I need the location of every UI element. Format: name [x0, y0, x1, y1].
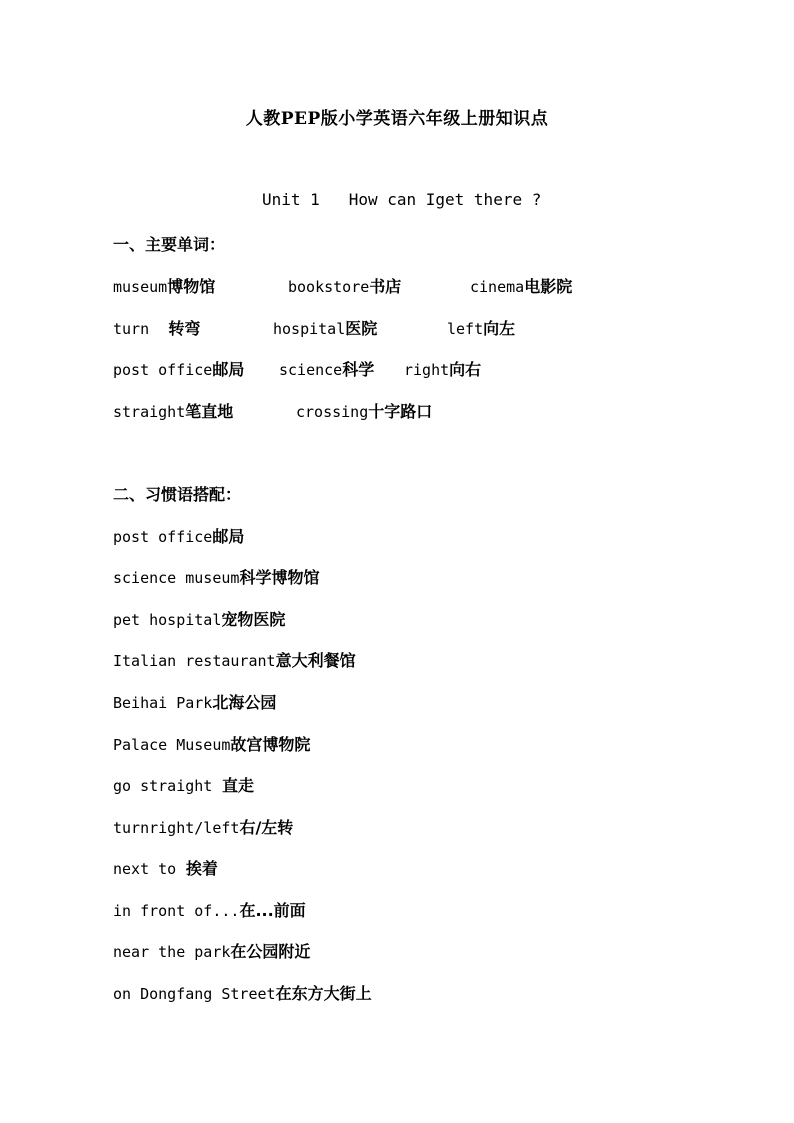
vocab-item — [113, 316, 200, 339]
vocab-english: right — [404, 361, 450, 379]
vocab-chinese: 博物馆 — [167, 277, 216, 296]
phrase-chinese: 科学博物馆 — [239, 568, 320, 587]
phrase-item — [113, 524, 244, 547]
vocab-chinese: 转弯 — [168, 319, 201, 338]
phrase-item — [113, 815, 293, 838]
vocab-chinese: 科学 — [342, 360, 375, 379]
vocab-english: turn — [113, 320, 150, 338]
phrase-item — [113, 898, 306, 921]
phrase-chinese: 右/左转 — [239, 818, 294, 837]
phrase-english: turnright/left — [113, 819, 240, 837]
unit-title: Unit 1 How can Iget there ? — [262, 190, 542, 209]
phrase-item — [113, 856, 218, 879]
phrase-item — [113, 607, 285, 630]
phrase-chinese: 北海公园 — [212, 693, 277, 712]
vocab-item — [296, 399, 432, 422]
vocab-english: museum — [113, 278, 168, 296]
vocab-item — [113, 399, 233, 422]
phrase-english: Palace Museum — [113, 736, 231, 754]
phrase-item — [113, 939, 310, 962]
phrase-english: on Dongfang Street — [113, 985, 276, 1003]
vocab-chinese: 邮局 — [212, 360, 245, 379]
vocab-item — [404, 357, 481, 380]
phrase-chinese: 邮局 — [212, 527, 245, 546]
phrase-chinese: 在公园附近 — [230, 942, 311, 961]
vocab-item — [113, 274, 215, 297]
vocab-item — [273, 316, 377, 339]
phrase-english: go straight — [113, 777, 213, 795]
vocab-english: science — [279, 361, 343, 379]
document-title: 人教PEP版小学英语六年级上册知识点 — [245, 109, 549, 129]
vocab-item — [113, 357, 244, 380]
vocab-english: post office — [113, 361, 213, 379]
phrase-item — [113, 981, 372, 1004]
section-heading-phrases: 二、习惯语搭配： — [113, 485, 242, 504]
vocab-chinese: 笔直地 — [185, 402, 234, 421]
vocab-chinese: 电影院 — [524, 277, 573, 296]
phrase-item — [113, 565, 319, 588]
phrase-item — [113, 732, 310, 755]
phrase-english: Italian restaurant — [113, 652, 276, 670]
vocab-item — [279, 357, 374, 380]
phrase-english: Beihai Park — [113, 694, 213, 712]
phrase-english: post office — [113, 528, 213, 546]
vocab-english: cinema — [470, 278, 525, 296]
phrase-english: in front of... — [113, 902, 240, 920]
phrase-item — [113, 648, 356, 671]
vocab-english: crossing — [296, 403, 369, 421]
vocab-english: bookstore — [288, 278, 370, 296]
vocab-item — [470, 274, 572, 297]
phrase-english: near the park — [113, 943, 231, 961]
section-heading-main-words: 一、主要单词： — [113, 235, 226, 254]
phrase-english: next to — [113, 860, 177, 878]
vocab-english: hospital — [273, 320, 346, 338]
vocab-chinese: 医院 — [345, 319, 378, 338]
phrase-chinese: 在东方大街上 — [275, 984, 372, 1003]
vocab-item — [447, 316, 515, 339]
vocab-english: left — [447, 320, 484, 338]
phrase-english: science museum — [113, 569, 240, 587]
vocab-english: straight — [113, 403, 186, 421]
phrase-chinese: 直走 — [221, 776, 254, 795]
vocab-chinese: 书店 — [369, 277, 402, 296]
vocab-chinese: 向左 — [483, 319, 516, 338]
vocab-chinese: 十字路口 — [368, 402, 433, 421]
phrase-english: pet hospital — [113, 611, 222, 629]
phrase-chinese: 故宫博物院 — [230, 735, 311, 754]
phrase-chinese: 在...前面 — [239, 901, 306, 920]
vocab-chinese: 向右 — [449, 360, 482, 379]
phrase-chinese: 挨着 — [185, 859, 218, 878]
phrase-item — [113, 773, 254, 796]
phrase-item — [113, 690, 276, 713]
vocab-item — [288, 274, 401, 297]
phrase-chinese: 意大利餐馆 — [275, 651, 356, 670]
phrase-chinese: 宠物医院 — [221, 610, 286, 629]
